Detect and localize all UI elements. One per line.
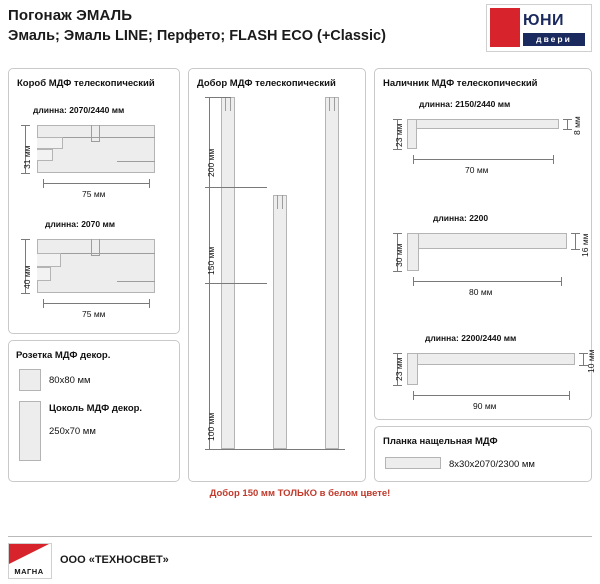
- magna-logo-word: МАГНА: [14, 567, 44, 576]
- extension-board-150-slot-right: [282, 195, 283, 209]
- box-item1-length: длинна: 2070/2440 мм: [33, 105, 125, 115]
- box-item2-slot-left: [91, 239, 92, 255]
- extension-board-100-slot-left: [329, 97, 330, 111]
- casing-item2-thickness-label: 16 мм: [580, 233, 590, 257]
- casing-item3-height-label: 23 мм: [394, 357, 404, 381]
- casing-item2-thickness-tick-top: [571, 233, 580, 234]
- box-item1-slot-left: [91, 125, 92, 141]
- extension-label-150: 150 мм: [206, 246, 216, 275]
- box-item1-width-tick-left: [43, 179, 44, 188]
- panel-rosette-plinth: [8, 340, 180, 482]
- casing-item1-thickness-label: 8 мм: [572, 116, 582, 135]
- panel-rosette-title: Розетка МДФ декор.: [16, 350, 111, 361]
- panel-plinth-title: Цоколь МДФ декор.: [49, 403, 143, 414]
- casing-item1-width-label: 70 мм: [465, 165, 489, 175]
- extension-board-100-slot-right: [334, 97, 335, 111]
- extension-board-100: [325, 97, 339, 449]
- extension-board-200-slot-left: [225, 97, 226, 111]
- box-item2-height-label: 40 мм: [22, 265, 32, 289]
- box-item1-width-label: 75 мм: [82, 189, 106, 199]
- box-item1-step-1: [37, 137, 63, 149]
- casing-item1-width-dimline: [413, 159, 553, 160]
- casing-item2-height-tick-top: [393, 233, 402, 234]
- box-item2-length: длинна: 2070 мм: [45, 219, 116, 229]
- logo-word: ЮНИ: [523, 12, 565, 29]
- casing-item3-leg: [407, 353, 418, 385]
- box-item1-slot-bottom: [91, 141, 100, 142]
- extension-tick-150: [205, 283, 267, 284]
- panel-strip-title: Планка нащельная МДФ: [383, 436, 498, 447]
- casing-item1-width-tick-right: [553, 155, 554, 164]
- panel-extension: [188, 68, 366, 482]
- box-item2-bottom-step: [117, 281, 155, 282]
- box-item2-width-dimline: [43, 303, 149, 304]
- casing-item1-profile: [407, 119, 559, 129]
- casing-item2-width-tick-left: [413, 277, 414, 286]
- box-item2-slot-bottom: [91, 255, 100, 256]
- footer-divider: [8, 536, 592, 537]
- page-title: Погонаж ЭМАЛЬ: [8, 7, 133, 24]
- casing-item2-width-label: 80 мм: [469, 287, 493, 297]
- casing-item2-height-tick-bottom: [393, 271, 402, 272]
- panel-casing-title: Наличник МДФ телескопический: [383, 78, 538, 89]
- extension-tick-0: [205, 97, 231, 98]
- warning-note: Добор 150 мм ТОЛЬКО в белом цвете!: [209, 488, 391, 499]
- casing-item3-thickness-dimline: [583, 353, 584, 365]
- brand-logo: [486, 4, 592, 52]
- panel-strip: [374, 426, 592, 482]
- extension-board-200: [221, 97, 235, 449]
- casing-item2-leg: [407, 233, 419, 271]
- magna-triangle: [9, 544, 49, 564]
- box-item1-width-dimline: [43, 183, 149, 184]
- rosette-size-label: 80х80 мм: [49, 375, 91, 386]
- casing-item3-width-tick-left: [413, 391, 414, 400]
- magna-logo: [8, 543, 52, 579]
- panel-door-box: [8, 68, 180, 334]
- casing-item1-leg: [407, 119, 417, 149]
- box-item2-width-tick-right: [149, 299, 150, 308]
- strip-size-label: 8х30х2070/2300 мм: [449, 459, 535, 470]
- casing-item1-height-tick-bottom: [393, 149, 402, 150]
- casing-item3-width-label: 90 мм: [473, 401, 497, 411]
- logo-red-block: [490, 8, 520, 47]
- casing-item2-width-dimline: [413, 281, 561, 282]
- casing-item1-thickness-tick-bottom: [563, 129, 572, 130]
- casing-item2-length: длинна: 2200: [433, 213, 489, 223]
- casing-item3-height-tick-top: [393, 353, 402, 354]
- box-item1-step-2: [37, 149, 53, 161]
- extension-tick-100: [205, 449, 345, 450]
- box-item2-height-tick-bottom: [21, 293, 30, 294]
- casing-item3-width-tick-right: [569, 391, 570, 400]
- page-subtitle: Эмаль; Эмаль LINE; Перфето; FLASH ECO (+Classic): [8, 28, 386, 44]
- footer-company-name: ООО «ТЕХНОСВЕТ»: [60, 554, 169, 566]
- extension-label-200: 200 мм: [206, 148, 216, 177]
- box-item1-bottom-step: [117, 161, 155, 162]
- box-item1-slot-right: [99, 125, 100, 141]
- casing-item1-length: длинна: 2150/2440 мм: [419, 99, 511, 109]
- box-item1-height-tick-bottom: [21, 173, 30, 174]
- casing-item1-width-tick-left: [413, 155, 414, 164]
- casing-item2-width-tick-right: [561, 277, 562, 286]
- extension-label-100: 100 мм: [206, 412, 216, 441]
- casing-item3-length: длинна: 2200/2440 мм: [425, 333, 517, 343]
- extension-tick-200: [205, 187, 267, 188]
- box-item1-height-label: 31 мм: [22, 145, 32, 169]
- panel-door-box-title: Короб МДФ телескопический: [17, 78, 155, 89]
- casing-item2-height-label: 30 мм: [394, 243, 404, 267]
- box-item1-height-tick-top: [21, 125, 30, 126]
- logo-bar-label: двери: [523, 33, 585, 46]
- box-item1-profile: [37, 125, 155, 173]
- box-item2-step-2: [37, 267, 51, 281]
- casing-item3-profile: [407, 353, 575, 365]
- page-header: [0, 0, 600, 58]
- rosette-shape: [19, 369, 41, 391]
- casing-item3-height-tick-bottom: [393, 385, 402, 386]
- strip-shape: [385, 457, 441, 469]
- box-item2-height-tick-top: [21, 239, 30, 240]
- extension-board-200-slot-right: [230, 97, 231, 111]
- casing-item1-thickness-dimline: [567, 119, 568, 129]
- plinth-shape: [19, 401, 41, 461]
- casing-item1-thickness-tick-top: [563, 119, 572, 120]
- casing-item2-thickness-tick-bottom: [571, 249, 580, 250]
- box-item2-slot-right: [99, 239, 100, 255]
- plinth-size-label: 250х70 мм: [49, 426, 96, 437]
- box-item2-width-label: 75 мм: [82, 309, 106, 319]
- box-item2-width-tick-left: [43, 299, 44, 308]
- box-item1-width-tick-right: [149, 179, 150, 188]
- panel-extension-title: Добор МДФ телескопический: [197, 78, 336, 89]
- casing-item1-height-tick-top: [393, 119, 402, 120]
- extension-board-150-slot-left: [277, 195, 278, 209]
- extension-board-150: [273, 195, 287, 449]
- casing-item1-height-label: 23 мм: [394, 123, 404, 147]
- casing-item2-profile: [407, 233, 567, 249]
- casing-item2-thickness-dimline: [575, 233, 576, 249]
- casing-item3-width-dimline: [413, 395, 569, 396]
- panel-casing: [374, 68, 596, 420]
- casing-item3-thickness-label: 10 мм: [586, 349, 596, 373]
- box-item2-step-1: [37, 253, 61, 267]
